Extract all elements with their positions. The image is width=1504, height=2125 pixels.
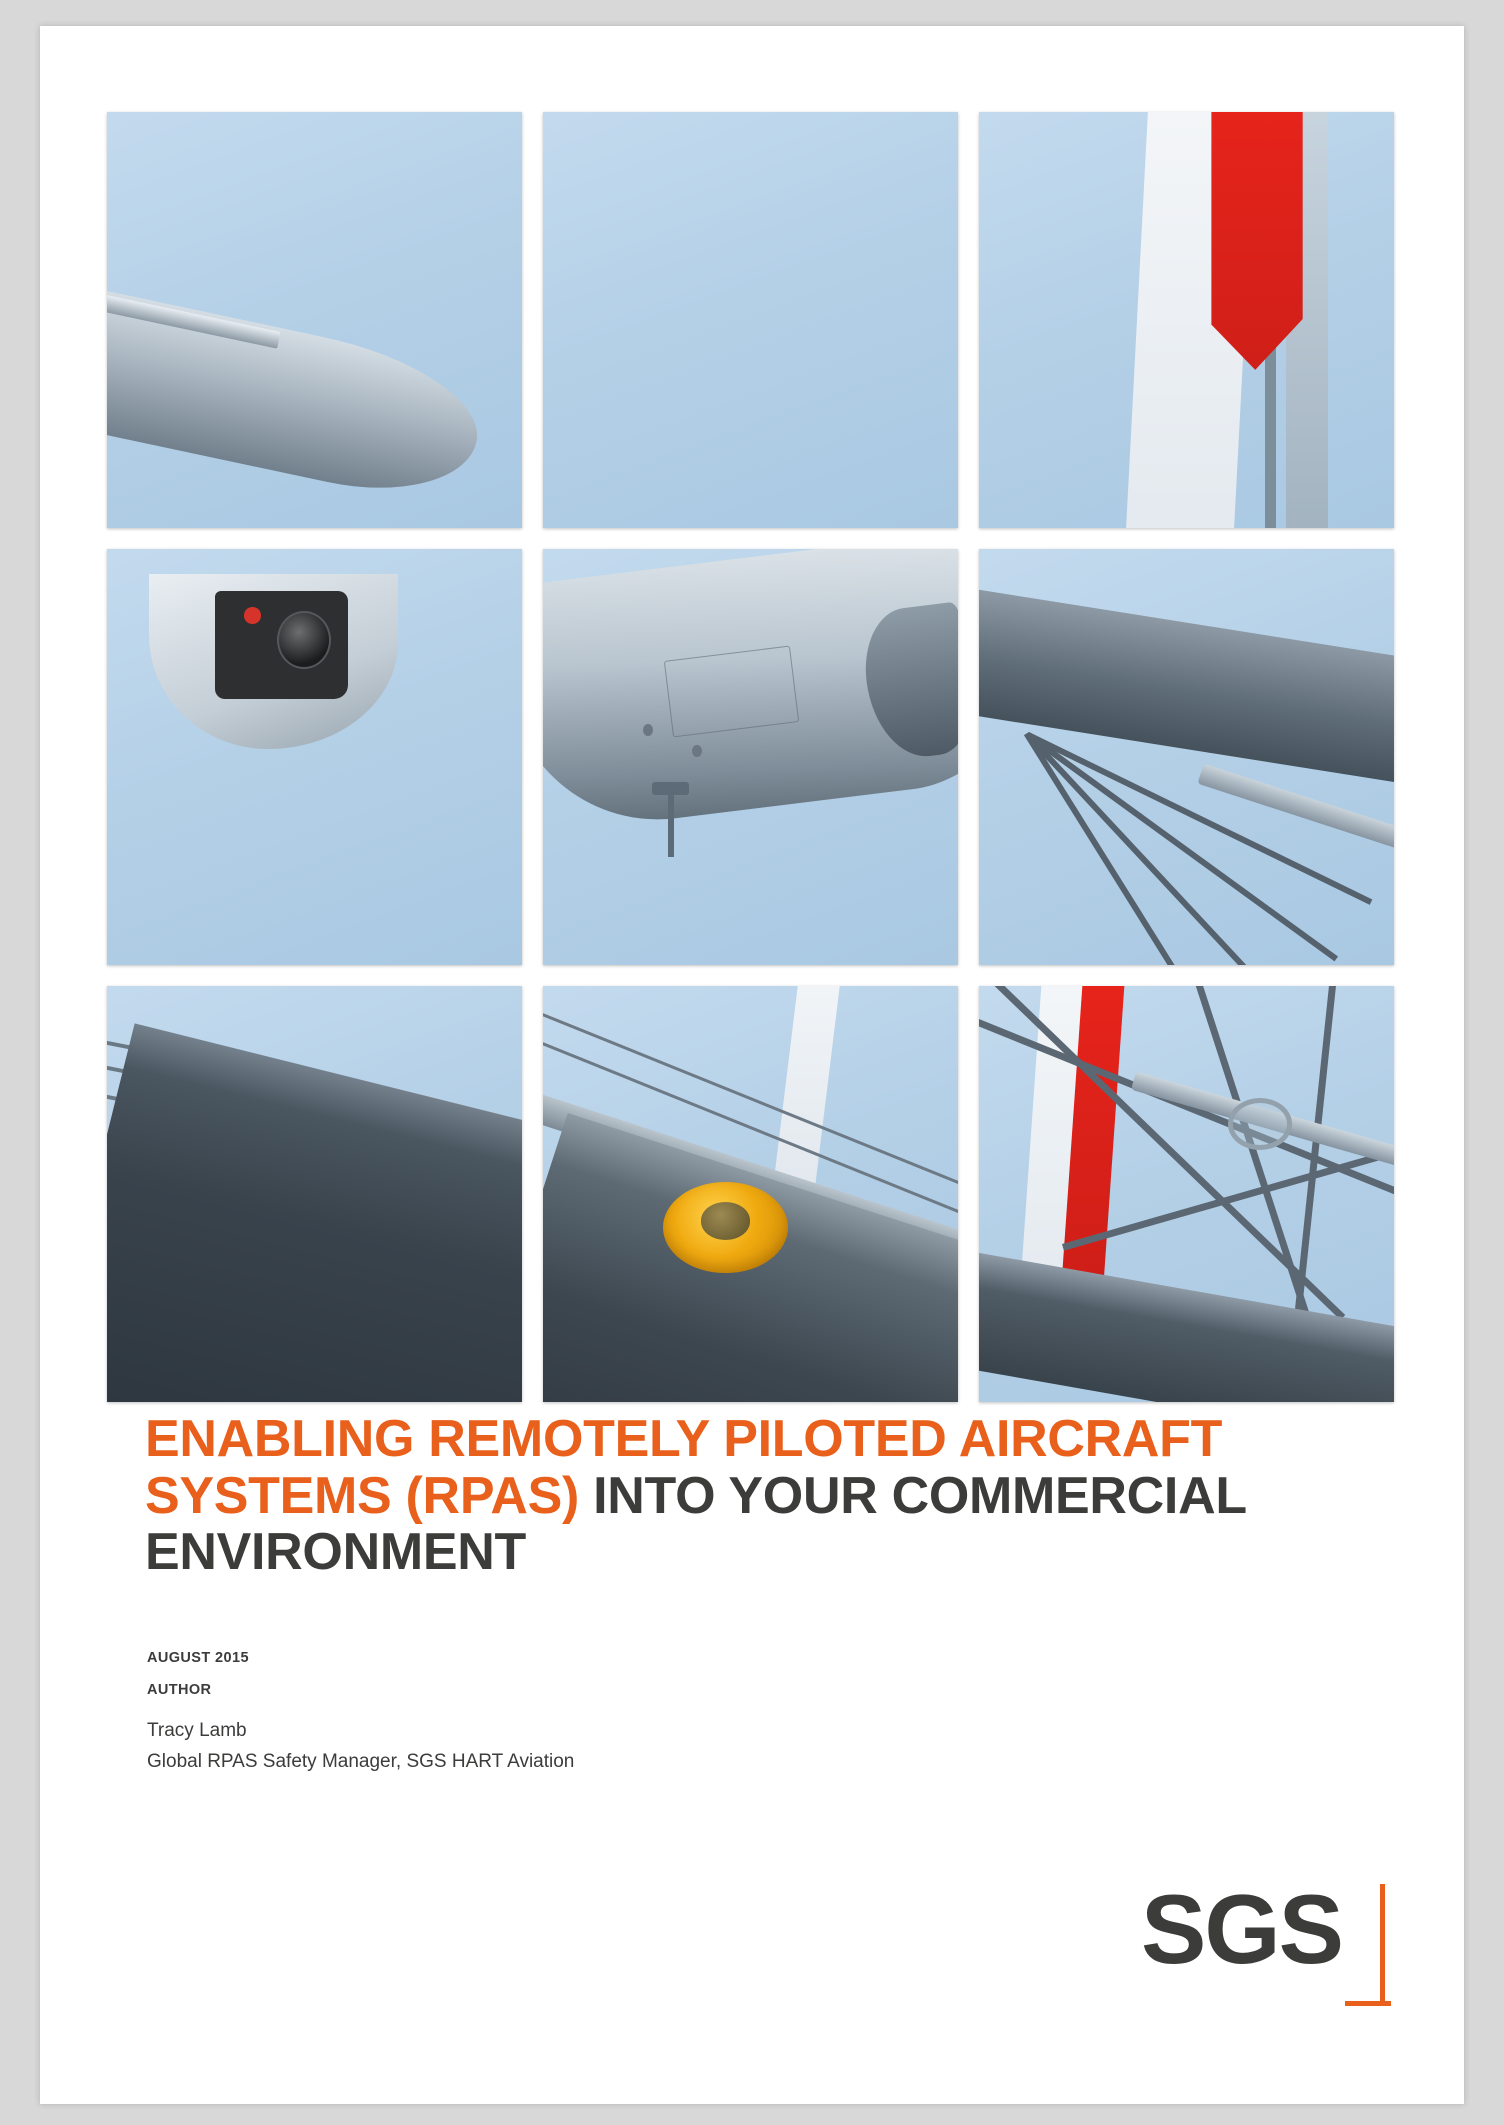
cover-image-mosaic — [107, 112, 1394, 1402]
page-title — [145, 1411, 1385, 1581]
pulley-hub-shape — [701, 1202, 751, 1239]
logo-horizontal-bar — [1345, 2001, 1391, 2006]
author-label: AUTHOR — [147, 1682, 212, 1698]
sgs-logo-text: SGS — [1141, 1874, 1342, 1984]
cover-image-aircraft-fuselage-underside — [543, 549, 958, 965]
title-line-3: ENVIRONMENT — [145, 1523, 526, 1582]
cover-metadata — [147, 1650, 1047, 1773]
logo-vertical-bar — [1380, 1884, 1385, 2006]
document-page — [40, 26, 1464, 2104]
antenna-shape — [668, 782, 675, 857]
cover-image-nose-mounted-sensor-turret — [107, 549, 522, 965]
fin-red-section — [1211, 112, 1302, 370]
cover-image-wingtip-probe-against-sky — [107, 112, 522, 528]
cover-title-block — [145, 1411, 1385, 1581]
cover-image-wing-and-bracing-struts — [979, 549, 1394, 965]
cover-image-clear-sky — [543, 112, 958, 528]
sgs-logo — [1141, 1874, 1391, 2012]
cover-image-yellow-pulley-on-launch-rail — [543, 986, 958, 1402]
camera-lens-shape — [277, 611, 331, 669]
sky-background — [543, 112, 958, 528]
title-line-2-highlight: SYSTEMS (RPAS) — [145, 1466, 579, 1525]
cover-image-red-white-tail-fin — [979, 112, 1394, 528]
author-name: Tracy Lamb — [147, 1720, 247, 1741]
title-line-2-rest: INTO YOUR COMMERCIAL — [579, 1466, 1247, 1525]
publication-date: AUGUST 2015 — [147, 1650, 249, 1666]
author-role: Global RPAS Safety Manager, SGS HART Aviation — [147, 1751, 575, 1772]
cover-image-dark-structural-beam-with-cables — [107, 986, 522, 1402]
ring-clamp-shape — [1228, 1098, 1292, 1150]
title-line-1: ENABLING REMOTELY PILOTED AIRCRAFT — [145, 1410, 1223, 1468]
cover-image-strut-cluster-with-tail-fin — [979, 986, 1394, 1402]
access-panel-shape — [663, 646, 798, 738]
indicator-led-shape — [244, 607, 261, 624]
fastener-dot — [643, 724, 653, 736]
